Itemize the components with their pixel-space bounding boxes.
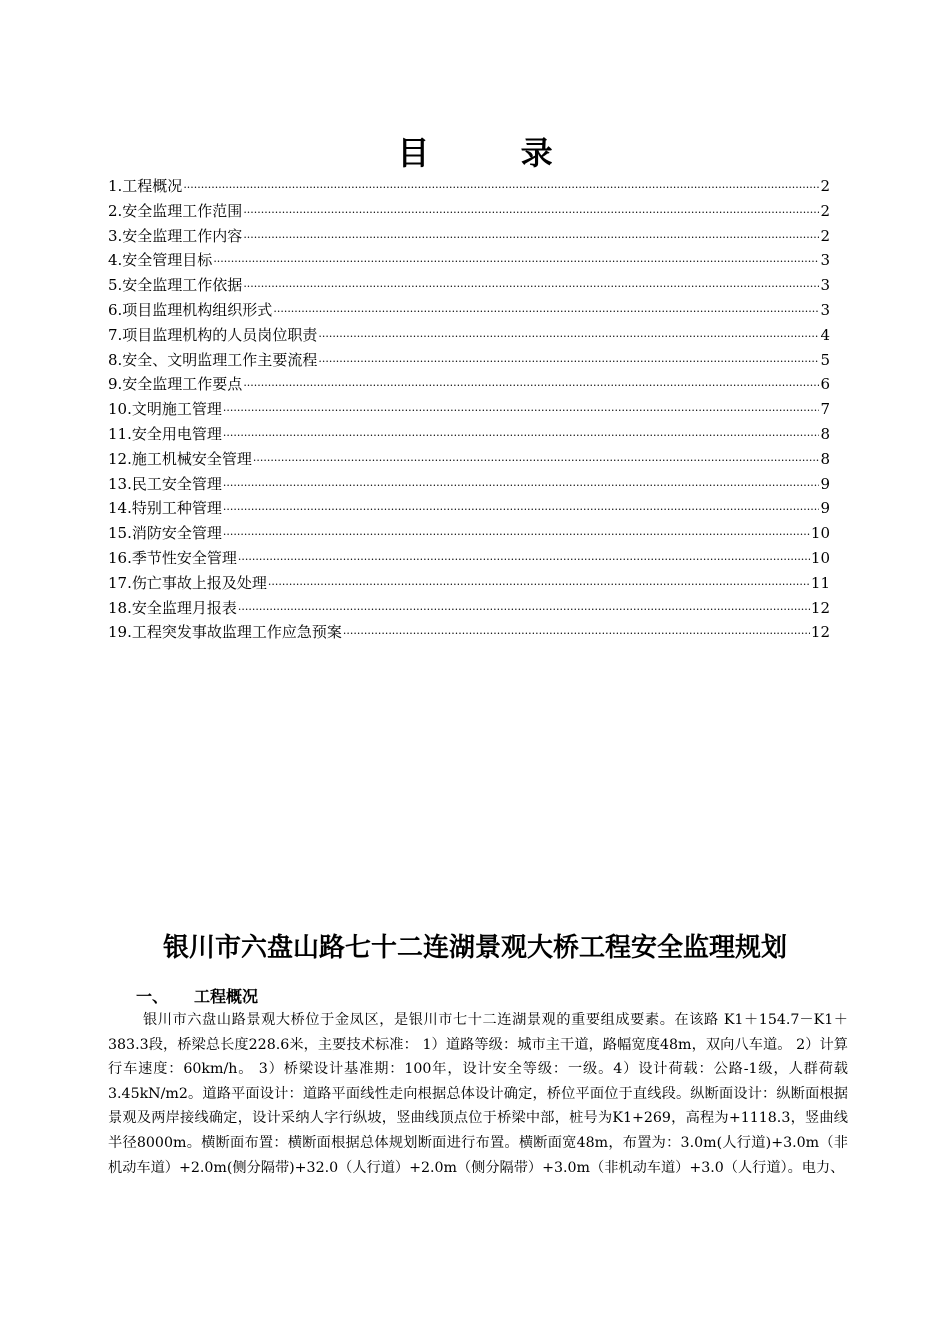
toc-item-page: 6	[820, 375, 830, 394]
toc-item-page: 4	[820, 325, 830, 344]
toc-item-label: 17.伤亡事故上报及处理	[108, 573, 267, 592]
toc-leader-dots	[273, 300, 819, 325]
section-heading-text: 工程概况	[194, 987, 259, 1006]
toc-item[interactable]	[108, 323, 830, 348]
toc-item-page: 3	[820, 251, 830, 270]
toc-leader-dots	[213, 250, 819, 275]
toc-leader-dots	[253, 449, 820, 474]
toc-item-page: 3	[820, 300, 830, 319]
toc-item-page: 9	[820, 474, 830, 493]
toc-item[interactable]	[108, 596, 830, 621]
toc-leader-dots	[223, 523, 810, 548]
toc-item-label: 15.消防安全管理	[108, 524, 222, 543]
toc-leader-dots	[243, 226, 819, 251]
toc-item-label: 14.特别工种管理	[108, 499, 222, 518]
toc-item-label: 19.工程突发事故监理工作应急预案	[108, 623, 342, 642]
toc-item-label: 10.文明施工管理	[108, 400, 222, 419]
toc-leader-dots	[238, 548, 810, 573]
toc-item-page: 2	[820, 177, 830, 195]
toc-item[interactable]	[108, 447, 830, 472]
toc-item[interactable]	[108, 224, 830, 249]
toc-item[interactable]	[108, 571, 830, 596]
toc-item-page: 12	[810, 623, 830, 642]
toc-leader-dots	[243, 275, 819, 300]
section-number: 一、	[136, 987, 169, 1006]
toc-item[interactable]	[108, 199, 830, 224]
toc-item[interactable]	[108, 397, 830, 422]
toc-item-label: 8.安全、文明监理工作主要流程	[108, 350, 318, 369]
toc-item-page: 12	[810, 598, 830, 617]
toc-item[interactable]	[108, 472, 830, 497]
toc-leader-dots	[318, 350, 819, 375]
toc-item-label: 16.季节性安全管理	[108, 548, 237, 567]
toc-leader-dots	[238, 598, 810, 623]
toc-item-page: 2	[820, 201, 830, 220]
toc-item-page: 8	[820, 449, 830, 468]
toc-leader-dots	[223, 474, 820, 499]
toc-leader-dots	[318, 325, 819, 350]
toc-item-page: 10	[810, 524, 830, 543]
toc-item[interactable]	[108, 496, 830, 521]
section-heading	[136, 984, 258, 1007]
toc-item[interactable]	[108, 372, 830, 397]
toc-leader-dots	[243, 201, 819, 226]
toc-item-label: 2.安全监理工作范围	[108, 201, 243, 220]
toc-item-page: 3	[820, 276, 830, 295]
document-title: 银川市六盘山路七十二连湖景观大桥工程安全监理规划	[162, 933, 787, 963]
toc-title: 目 录	[397, 134, 593, 172]
toc-item[interactable]	[108, 273, 830, 298]
toc-item-page: 10	[810, 548, 830, 567]
toc-leader-dots	[223, 399, 820, 424]
toc-item-page: 11	[810, 573, 830, 592]
toc-item-label: 11.安全用电管理	[108, 424, 222, 443]
toc-item[interactable]	[108, 521, 830, 546]
toc-item-label: 12.施工机械安全管理	[108, 449, 252, 468]
toc-item[interactable]	[108, 298, 830, 323]
table-of-contents	[108, 174, 830, 645]
toc-item-page: 5	[820, 350, 830, 369]
toc-item-label: 1.工程概况	[108, 177, 183, 195]
toc-item-page: 9	[820, 499, 830, 518]
toc-item-label: 5.安全监理工作依据	[108, 276, 243, 295]
section-body: 银川市六盘山路景观大桥位于金凤区，是银川市七十二连湖景观的重要组成要素。在该路 K1＋154.7－K1＋383.3段，桥梁总长度228.6米，主要技术标准： 1）道路等级：城市主干道，路幅宽度48m，双向八车道。 2）计算行车速度：60km/h。 3）桥梁设计基准期：100年，设计安全等级：一级。4）设计荷载：公路-1级，人群荷载3.45kN/m2。道路平面设计：道路平面线性走向根据总体设计确定，桥位平面位于直线段。纵断面设计：纵断面根据景观及两岸接线确定，设计采纳人字行纵坡，竖曲线顶点位于桥梁中部，桩号为K1+269，高程为+1118.3，竖曲线半径8000m。横断面布置：横断面根据总体规划断面进行布置。横断面宽48m，布置为：3.0m(人行道)+3.0m（非机动车道）+2.0m(侧分隔带)+32.0（人行道）+2.0m（侧分隔带）+3.0m（非机动车道）+3.0（人行道）。电力、	[108, 1012, 848, 1176]
toc-leader-dots	[243, 374, 819, 399]
toc-item-label: 18.安全监理月报表	[108, 598, 237, 617]
toc-leader-dots	[343, 622, 810, 647]
toc-item-label: 6.项目监理机构组织形式	[108, 300, 273, 319]
toc-leader-dots	[223, 498, 820, 523]
toc-item-page: 8	[820, 424, 830, 443]
toc-item-label: 7.项目监理机构的人员岗位职责	[108, 325, 318, 344]
toc-item[interactable]	[108, 348, 830, 373]
toc-leader-dots	[223, 424, 820, 449]
toc-item-label: 9.安全监理工作要点	[108, 375, 243, 394]
toc-leader-dots	[183, 176, 819, 201]
toc-item-page: 7	[820, 400, 830, 419]
toc-item-label: 3.安全监理工作内容	[108, 226, 243, 245]
toc-item[interactable]	[108, 546, 830, 571]
toc-item[interactable]	[108, 174, 830, 199]
toc-item-label: 4.安全管理目标	[108, 251, 213, 270]
toc-item[interactable]	[108, 620, 830, 645]
toc-item[interactable]	[108, 248, 830, 273]
toc-item[interactable]	[108, 422, 830, 447]
toc-item-label: 13.民工安全管理	[108, 474, 222, 493]
toc-item-page: 2	[820, 226, 830, 245]
toc-leader-dots	[268, 573, 810, 598]
